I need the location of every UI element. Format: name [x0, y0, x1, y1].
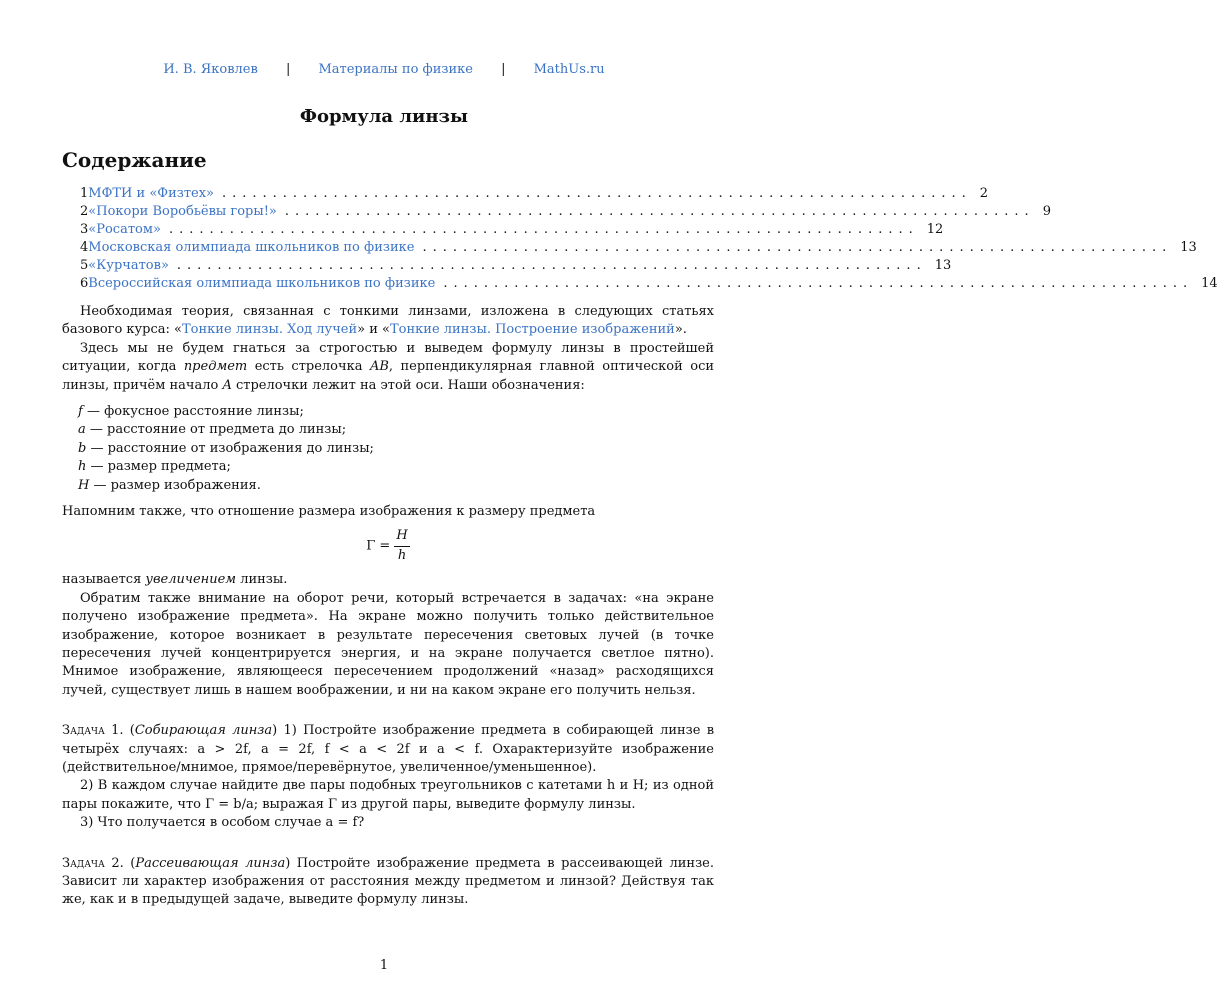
notation-paragraph: [62, 340, 714, 395]
text-span: есть стрелочка: [247, 359, 370, 375]
notation-item: [78, 458, 714, 476]
math-var: h: [78, 459, 87, 475]
emphasis: увеличением: [145, 572, 237, 588]
toc-item-title[interactable]: «Покори Воробьёвы горы!»: [88, 204, 277, 219]
toc-item[interactable]: [62, 276, 1218, 294]
task-2: [62, 855, 714, 910]
text-span: называется: [62, 572, 146, 588]
page-number: 1: [379, 958, 389, 973]
ratio-paragraph: Напомним также, что отношение размера изображения к размеру предмета: [62, 504, 596, 520]
task-1-part-3: 3) Что получается в особом случае a = f?: [80, 815, 365, 831]
toc-item-page: 2: [979, 186, 989, 201]
materials-link[interactable]: Материалы по физике: [318, 62, 473, 77]
text-span: » и «: [357, 322, 391, 338]
toc-leader-dots: ..........................................................................: [443, 276, 1194, 291]
math-var: A: [222, 377, 232, 393]
magnification-paragraph: [62, 571, 714, 589]
toc-leader-dots: ..........................................................................: [168, 222, 919, 237]
text-span: — расстояние от изображения до линзы;: [86, 440, 374, 456]
notation-item: [78, 421, 714, 439]
main-text: [62, 303, 714, 910]
text-span: — размер предмета;: [86, 459, 231, 475]
text-span: ».: [674, 322, 687, 338]
toc-item[interactable]: [62, 258, 952, 276]
toc-item-title[interactable]: МФТИ и «Физтех»: [88, 186, 214, 201]
toc-item[interactable]: [62, 204, 1051, 222]
text-span: стрелочки лежит на этой оси. Наши обозначения:: [231, 377, 585, 393]
site-link[interactable]: MathUs.ru: [533, 62, 605, 77]
fraction-numerator: H: [394, 527, 409, 546]
author-link[interactable]: И. В. Яковлев: [163, 62, 258, 77]
article-link-image-construction[interactable]: Тонкие линзы. Построение изображений: [390, 322, 675, 338]
math-var: a: [78, 422, 86, 438]
toc-item-title[interactable]: Московская олимпиада школьников по физике: [88, 240, 415, 255]
toc-heading: Содержание: [62, 148, 207, 172]
toc-item-number: 3: [80, 222, 89, 237]
task-label: Задача 1.: [62, 723, 124, 739]
text-span: линзы.: [236, 572, 288, 588]
math-var: f: [78, 404, 83, 420]
screen-paragraph: Обратим также внимание на оборот речи, который встречается в задачах: «на экране получено изображение предмета». На экране можно получить только действительное изображение, которое возникает в результате пересечения световых лучей (в точке пересечения лучей концентрируется энергия, и на экране получается светлое пятно). Мнимое изображение, являющееся пересечением продолжений «назад» расходящихся лучей, существует лишь в нашем воображении, и ни на каком экране его получить нельзя.: [62, 590, 714, 698]
emphasis: предмет: [183, 359, 248, 375]
math-var: b: [78, 440, 87, 456]
toc-item-number: 1: [80, 186, 89, 201]
text-span: Необходимая теория, связанная с тонкими линзами, изложена в следующих статьях базового курса: «: [62, 304, 714, 338]
article-link-ray-path[interactable]: Тонкие линзы. Ход лучей: [182, 322, 358, 338]
toc-item[interactable]: [62, 222, 944, 240]
math-var: H: [78, 477, 90, 493]
task-name: Собирающая линза: [134, 723, 273, 739]
task-2-statement: Задача 2. (Рассеивающая линза) Постройте изображение предмета в рассеивающей линзе. Зависит ли характер изображения от расстояния между предметом и линзой? Действуя так же, как и в предыдущей задаче, выведите формулу линзы.: [62, 855, 714, 908]
toc-leader-dots: ..........................................................................: [222, 186, 972, 201]
nav-separator: |: [501, 62, 506, 77]
text-span: Здесь мы не будем гнаться за строгостью и выведем формулу линзы в простейшей ситуации, когда: [62, 340, 714, 375]
notation-list: [78, 403, 714, 495]
nav-separator: |: [285, 62, 291, 77]
task-text: 1) Постройте изображение предмета в собирающей линзе в четырёх случаях: a > 2f, a = 2f, f < a < 2f и a < f. Охарактеризуйте изображение (действительное/мнимое, прямое/перевёрнутое, увеличенное/уменьшенное).: [62, 723, 715, 775]
text-span: — размер изображения.: [89, 477, 261, 493]
intro-paragraph: [62, 303, 714, 340]
math-var: AB: [369, 359, 389, 375]
toc-leader-dots: ..........................................................................: [422, 240, 1173, 255]
toc-item[interactable]: [62, 240, 1197, 258]
table-of-contents: [62, 186, 1218, 294]
task-name: Рассеивающая линза: [135, 855, 286, 871]
toc-item-number: 2: [80, 204, 89, 219]
toc-item-page: 13: [1180, 240, 1197, 255]
text-span: , перпендикулярная главной оптической оси линзы, причём начало: [62, 359, 715, 393]
notation-item: [78, 477, 714, 495]
toc-leader-dots: ..........................................................................: [176, 258, 927, 273]
toc-item-page: 13: [934, 258, 952, 273]
toc-leader-dots: ..........................................................................: [284, 204, 1035, 219]
text-span: — фокусное расстояние линзы;: [82, 404, 304, 420]
toc-item-number: 6: [80, 276, 89, 291]
task-1-statement: Задача 1. (Собирающая линза) 1) Постройте изображение предмета в собирающей линзе в четырёх случаях: a > 2f, a = 2f, f < a < 2f и a < f. Охарактеризуйте изображение (действительное/мнимое, прямое/перевёрнутое, увеличенное/уменьшенное).: [62, 723, 715, 775]
top-navigation: [0, 62, 768, 77]
toc-item-number: 5: [80, 258, 89, 273]
toc-item-title[interactable]: Всероссийская олимпиада школьников по физике: [88, 276, 436, 291]
toc-item-number: 4: [80, 240, 89, 255]
magnification-formula: [62, 527, 714, 565]
toc-item-title[interactable]: «Курчатов»: [88, 258, 169, 273]
task-1-part-2: 2) В каждом случае найдите две пары подобных треугольников с катетами h и H; из одной пары покажите, что Γ = b/a; выражая Γ из другой пары, выведите формулу линзы.: [62, 778, 714, 812]
task-1: [62, 722, 714, 832]
formula-lhs: Γ =: [366, 538, 391, 554]
toc-item-page: 9: [1042, 204, 1051, 219]
toc-item-page: 12: [926, 222, 944, 237]
fraction: [394, 527, 409, 565]
notation-item: [78, 440, 714, 458]
page-title: Формула линзы: [299, 106, 469, 127]
toc-item-title[interactable]: «Росатом»: [88, 222, 161, 237]
fraction-denominator: h: [397, 547, 407, 563]
task-label: Задача 2.: [62, 855, 124, 871]
toc-item[interactable]: [62, 186, 989, 204]
task-text: Постройте изображение предмета в рассеивающей линзе. Зависит ли характер изображения от расстояния между предметом и линзой? Действуя так же, как и в предыдущей задаче, выведите формулу линзы.: [62, 855, 714, 908]
toc-item-page: 14: [1201, 276, 1218, 291]
notation-item: [78, 403, 714, 421]
text-span: — расстояние от предмета до линзы;: [85, 422, 347, 438]
